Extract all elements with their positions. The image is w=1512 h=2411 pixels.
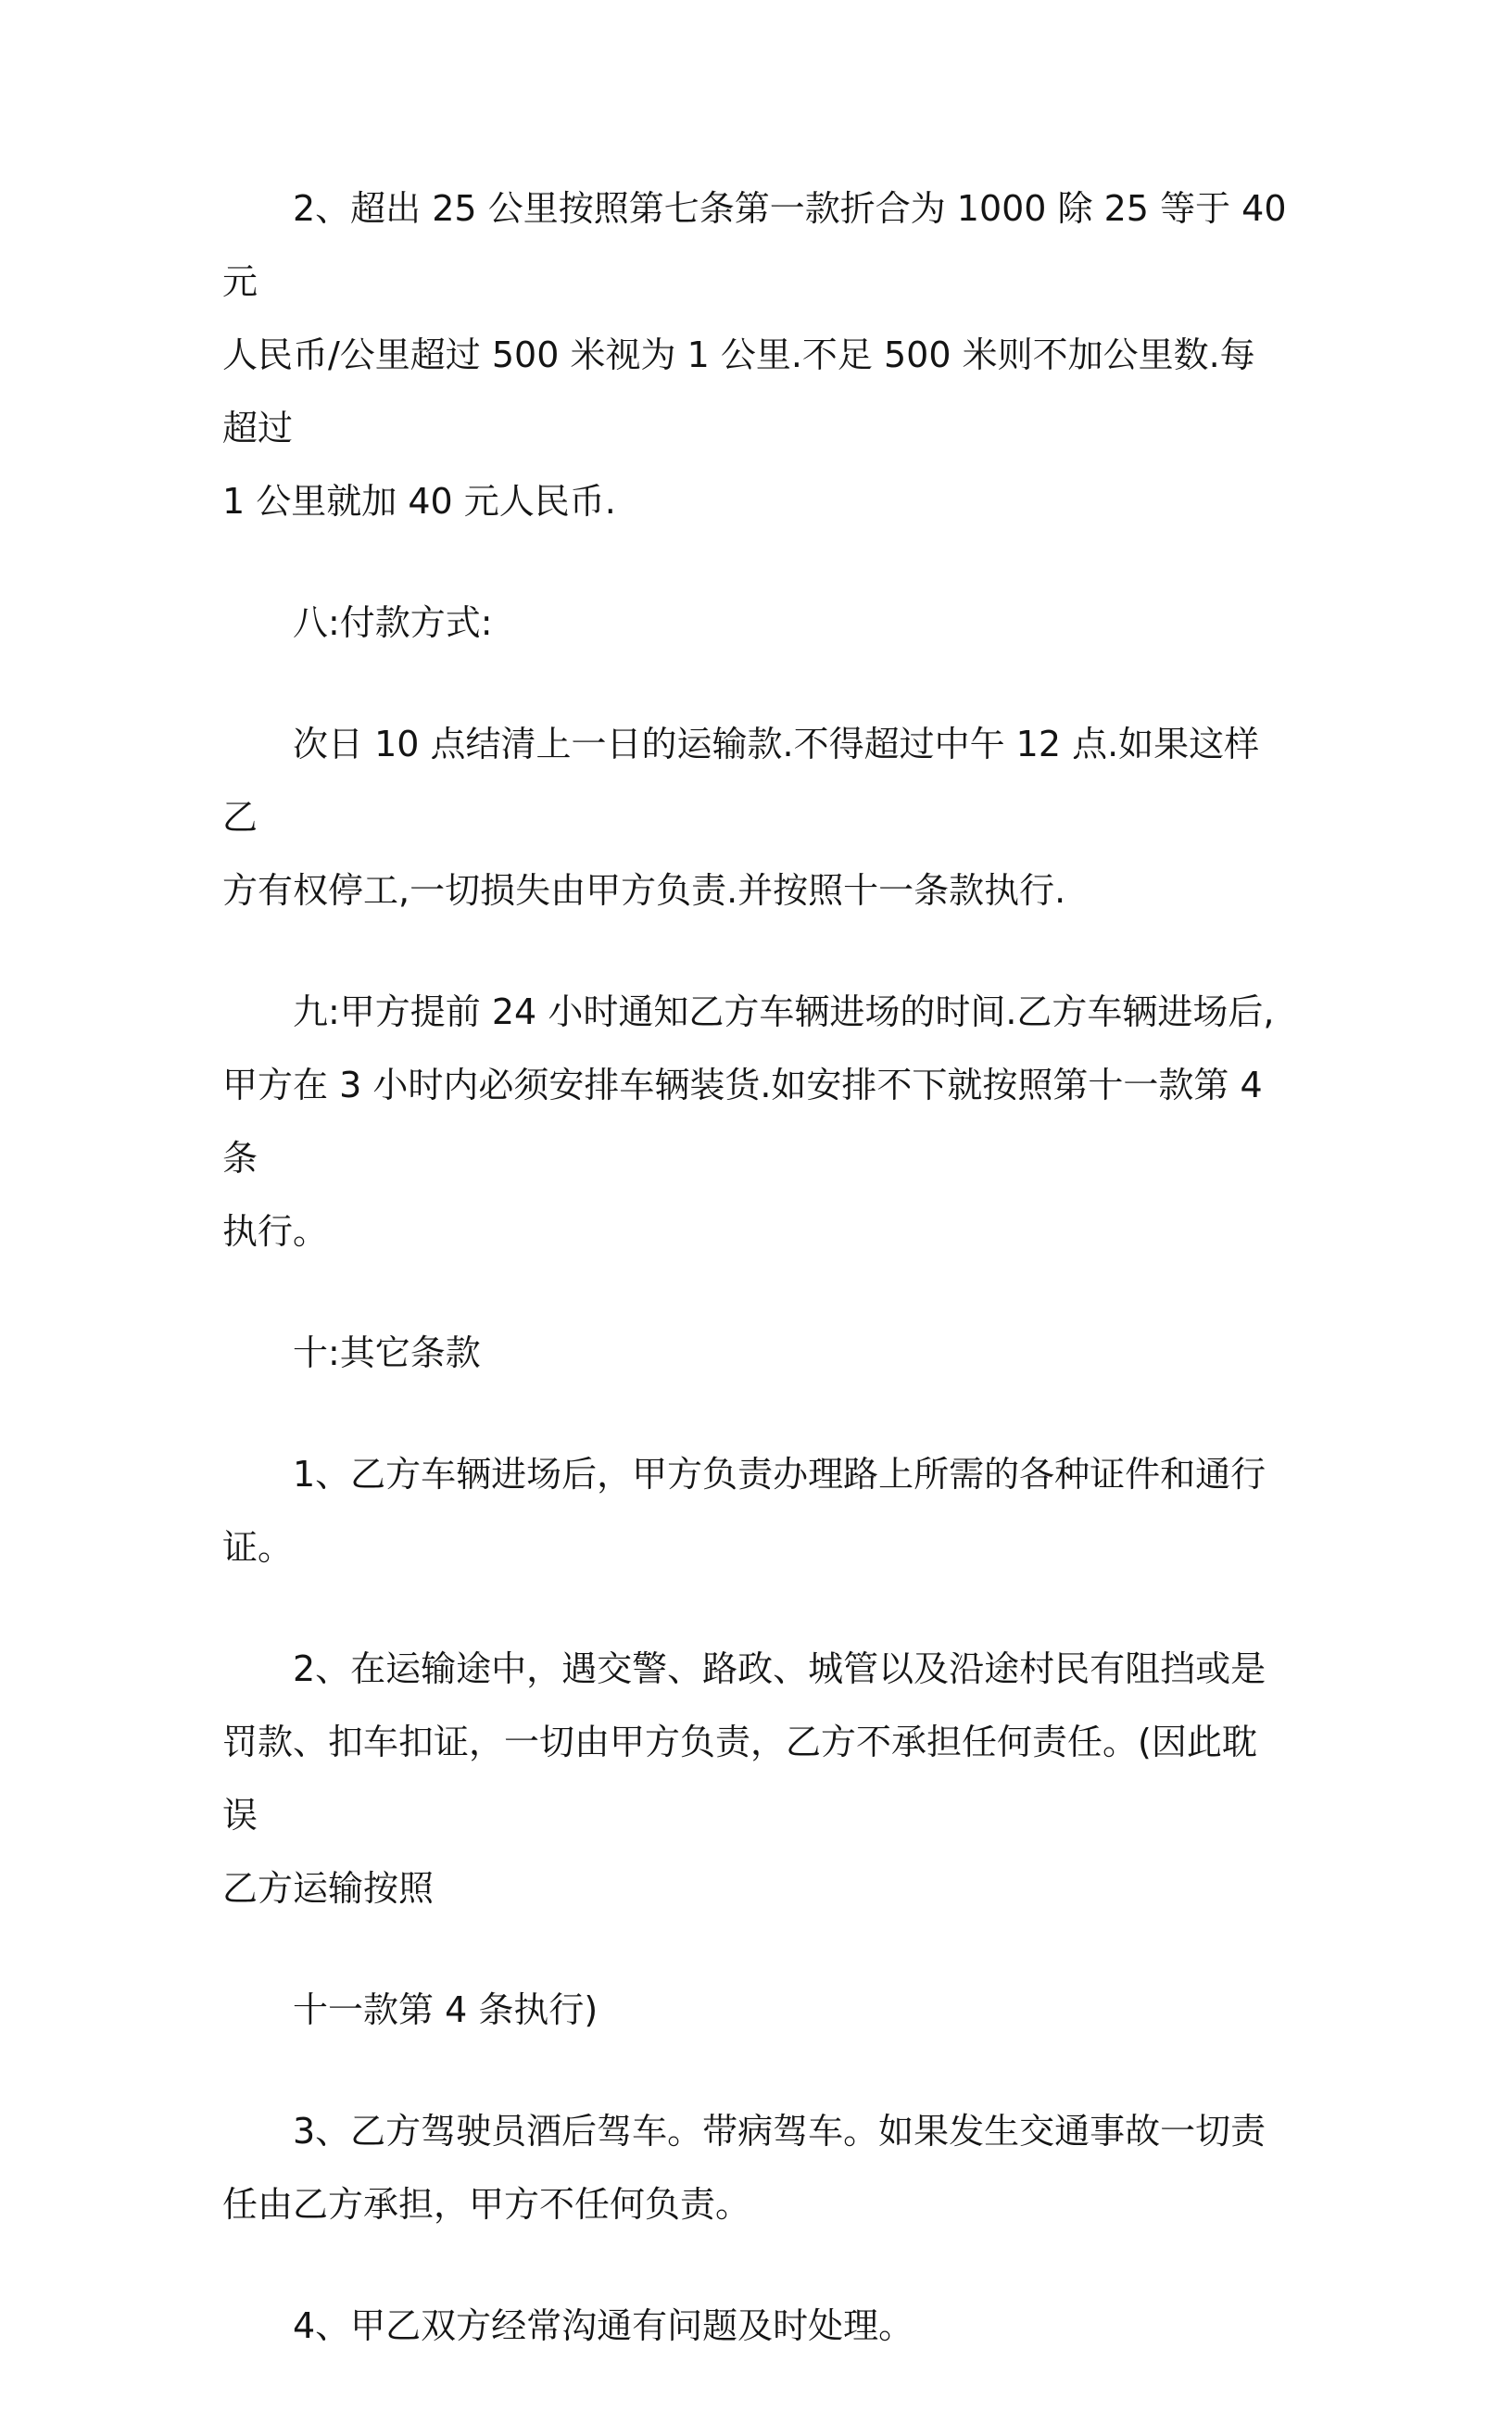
text-line: 3、乙方驾驶员酒后驾车。带病驾车。如果发生交通事故一切责 [293, 2111, 1266, 2152]
text-line: 4、甲乙双方经常沟通有问题及时处理。 [293, 2305, 914, 2346]
text-line: 证。 [222, 1527, 294, 1568]
text-line: 执行。 [222, 1211, 329, 1252]
clause-10-item-4 [222, 2290, 1290, 2363]
text-line: 1 公里就加 40 元人民币. [222, 481, 616, 522]
section-9-paragraph [222, 976, 1290, 1269]
section-heading-10 [222, 1317, 1290, 1390]
section-heading-8 [222, 587, 1290, 660]
text-line: 八:付款方式: [293, 602, 493, 643]
text-line: 九:甲方提前 24 小时通知乙方车辆进场的时间.乙方车辆进场后, [293, 991, 1275, 1032]
document-body [222, 172, 1290, 2411]
payment-terms-paragraph [222, 708, 1290, 928]
text-line: 乙方运输按照 [222, 1868, 435, 1909]
clause-10-item-3 [222, 2095, 1290, 2241]
clause-7-item-2 [222, 172, 1290, 538]
text-line: 人民币/公里超过 500 米视为 1 公里.不足 500 米则不加公里数.每超过 [222, 335, 1255, 448]
clause-10-item-1 [222, 1438, 1290, 1584]
text-line: 甲方在 3 小时内必须安排车辆装货.如安排不下就按照第十一款第 4 条 [222, 1065, 1263, 1179]
text-line: 次日 10 点结清上一日的运输款.不得超过中午 12 点.如果这样乙 [222, 724, 1260, 838]
text-line: 2、超出 25 公里按照第七条第一款折合为 1000 除 25 等于 40 元 [222, 188, 1287, 302]
text-line: 任由乙方承担，甲方不任何负责。 [222, 2184, 751, 2225]
text-line: 2、在运输途中，遇交警、路政、城管以及沿途村民有阻挡或是 [293, 1648, 1266, 1689]
text-line: 十:其它条款 [293, 1332, 481, 1373]
clause-10-item-2-continuation [222, 1974, 1290, 2047]
clause-10-item-2 [222, 1633, 1290, 1925]
text-line: 方有权停工,一切损失由甲方负责.并按照十一条款执行. [222, 870, 1066, 911]
text-line: 1、乙方车辆进场后，甲方负责办理路上所需的各种证件和通行 [293, 1454, 1266, 1495]
text-line: 罚款、扣车扣证，一切由甲方负责，乙方不承担任何责任。(因此耽误 [222, 1722, 1257, 1836]
text-line: 十一款第 4 条执行) [293, 1989, 598, 2030]
